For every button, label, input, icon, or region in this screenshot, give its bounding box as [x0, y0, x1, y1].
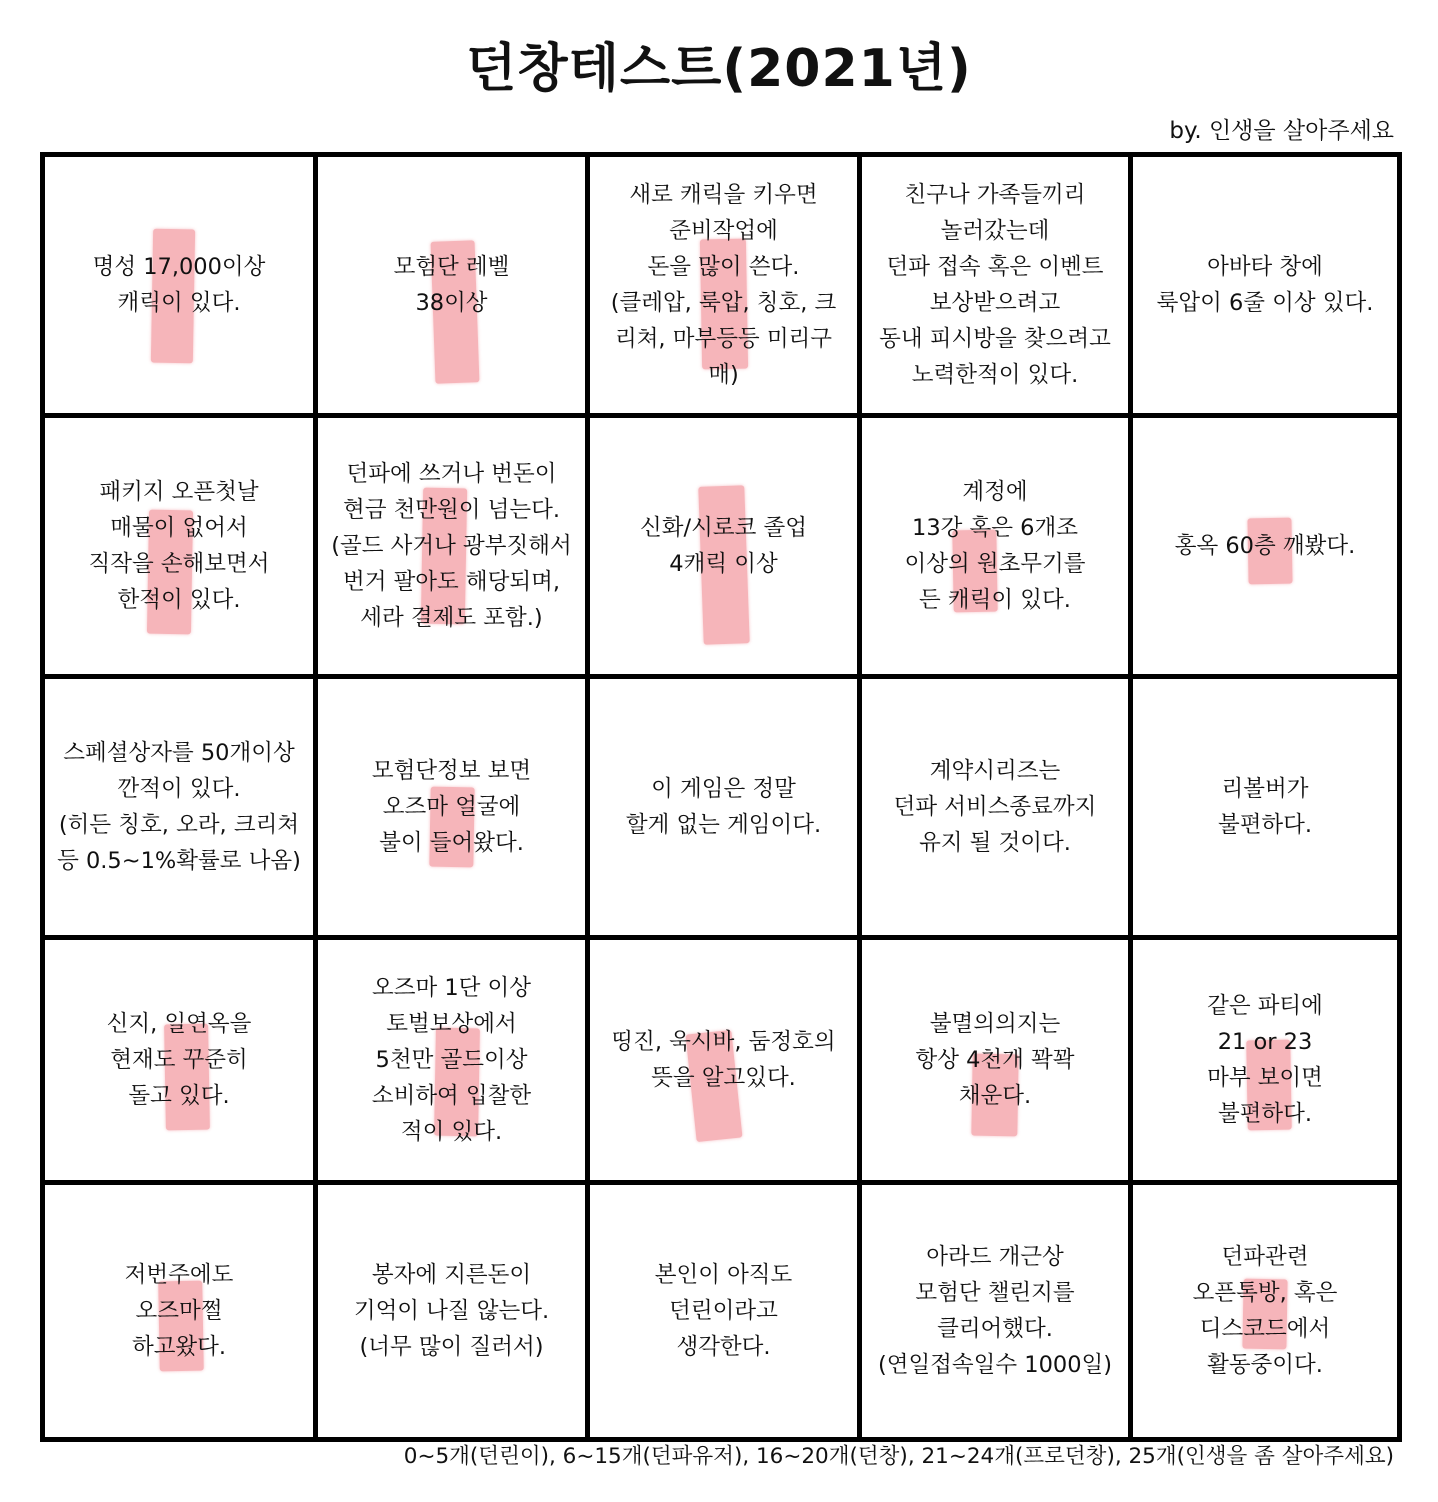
bingo-cell[interactable]: [862, 418, 1133, 679]
page-title: 던창테스트(2021년): [466, 39, 972, 99]
bingo-cell[interactable]: [318, 157, 590, 418]
bingo-cell[interactable]: [590, 679, 862, 940]
bingo-cell-text: 리볼버가 불편하다.: [1217, 776, 1313, 838]
bingo-cell-text: 본인이 아직도 던린이라고 생각한다.: [654, 1262, 793, 1360]
bingo-cell[interactable]: [862, 940, 1133, 1185]
bingo-cell-text: 신지, 일연옥을 현재도 꾸준히 돌고 있다.: [106, 1011, 252, 1109]
bingo-cell-text: 모험단 레벨 38이상: [393, 254, 510, 316]
bingo-cell-text: 명성 17,000이상 캐릭이 있다.: [92, 254, 266, 316]
bingo-board: [40, 152, 1402, 1442]
bingo-cell-text: 홍옥 60층 깨봤다.: [1174, 533, 1356, 559]
bingo-cell[interactable]: [862, 157, 1133, 418]
bingo-cell[interactable]: [1133, 418, 1397, 679]
bingo-cell[interactable]: [862, 679, 1133, 940]
bingo-cell-text: 띵진, 욱시바, 둠정호의 뜻을 알고있다.: [611, 1029, 836, 1091]
bingo-cell-text: 이 게임은 정말 할게 없는 게임이다.: [625, 776, 822, 838]
bingo-cell[interactable]: [45, 1185, 318, 1437]
bingo-cell[interactable]: [45, 679, 318, 940]
bingo-cell[interactable]: [1133, 157, 1397, 418]
bingo-cell-text: 패키지 오픈첫날 매물이 없어서 직작을 손해보면서 한적이 있다.: [88, 479, 270, 613]
bingo-cell-text: 던파에 쓰거나 번돈이 현금 천만원이 넘는다. (골드 사거나 광부짓해서 번거 팔아도 해당되며, 세라 결제도 포함.): [331, 461, 572, 631]
bingo-cell[interactable]: [318, 418, 590, 679]
bingo-cell-text: 스페셜상자를 50개이상 깐적이 있다. (히든 칭호, 오라, 크리쳐 등 0.5~1%확률로 나옴): [57, 740, 301, 874]
bingo-cell-text: 아라드 개근상 모험단 챌린지를 클리어했다. (연일접속일수 1000일): [877, 1244, 1113, 1378]
bingo-cell-text: 저번주에도 오즈마쩔 하고왔다.: [124, 1262, 234, 1360]
bingo-cell[interactable]: [45, 940, 318, 1185]
bingo-cell[interactable]: [1133, 1185, 1397, 1437]
bingo-cell[interactable]: [1133, 679, 1397, 940]
bingo-cell[interactable]: [1133, 940, 1397, 1185]
bingo-cell[interactable]: [590, 940, 862, 1185]
bingo-cell-text: 모험단정보 보면 오즈마 얼굴에 불이 들어왔다.: [371, 758, 532, 856]
bingo-cell[interactable]: [590, 1185, 862, 1437]
bingo-cell-text: 오즈마 1단 이상 토벌보상에서 5천만 골드이상 소비하여 입찰한 적이 있다.: [371, 975, 532, 1145]
bingo-cell[interactable]: [590, 418, 862, 679]
bingo-cell[interactable]: [45, 418, 318, 679]
bingo-cell-text: 친구나 가족들끼리 놀러갔는데 던파 접속 혹은 이벤트 보상받으려고 동내 피시방을 찾으려고 노력한적이 있다.: [879, 182, 1111, 388]
bingo-cell-text: 계약시리즈는 던파 서비스종료까지 유지 될 것이다.: [893, 758, 1097, 856]
bingo-cell-text: 불멸의의지는 항상 4천개 꽉꽉 채운다.: [915, 1011, 1075, 1109]
bingo-cell[interactable]: [318, 940, 590, 1185]
bingo-cell[interactable]: [862, 1185, 1133, 1437]
bingo-cell-text: 같은 파티에 21 or 23 마부 보이면 불편하다.: [1207, 993, 1323, 1127]
bingo-cell[interactable]: [590, 157, 862, 418]
score-legend: 0~5개(던린이), 6~15개(던파유저), 16~20개(던창), 21~24개(프로던창), 25개(인생을 좀 살아주세요): [403, 1444, 1394, 1469]
bingo-cell-text: 신화/시로코 졸업 4캐릭 이상: [640, 515, 807, 577]
bingo-cell-text: 계정에 13강 혹은 6개조 이상의 원초무기를 든 캐릭이 있다.: [904, 479, 1086, 613]
bingo-cell-text: 아바타 창에 룩압이 6줄 이상 있다.: [1156, 254, 1374, 316]
bingo-cell-text: 던파관련 오픈톡방, 혹은 디스코드에서 활동중이다.: [1192, 1244, 1338, 1378]
bingo-cell[interactable]: [318, 1185, 590, 1437]
bingo-cell[interactable]: [45, 157, 318, 418]
bingo-cell-text: 봉자에 지른돈이 기억이 나질 않는다. (너무 많이 질러서): [353, 1262, 550, 1360]
author-byline: by. 인생을 살아주세요: [1169, 118, 1394, 144]
bingo-cell[interactable]: [318, 679, 590, 940]
bingo-cell-text: 새로 캐릭을 키우면 준비작업에 돈을 많이 쓴다. (클레압, 룩압, 칭호, 크 리쳐, 마부등등 미리구 매): [610, 182, 837, 388]
